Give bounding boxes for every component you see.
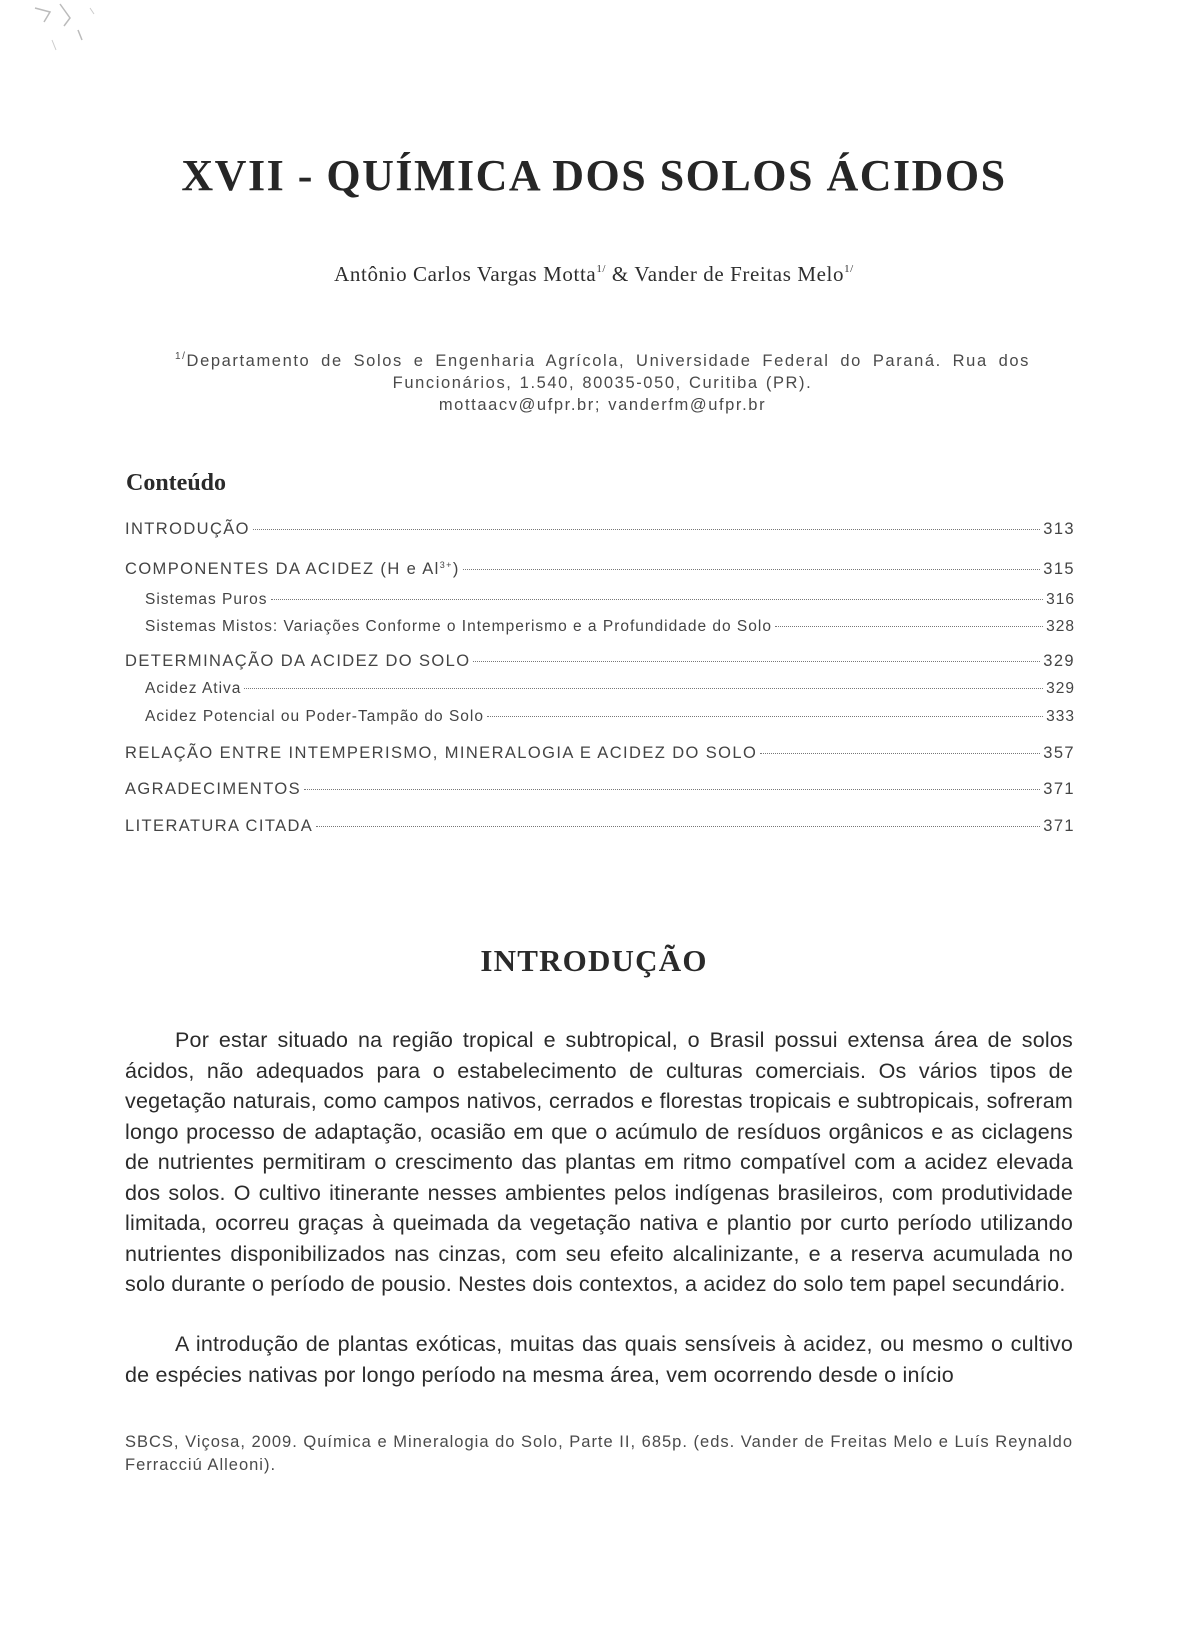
- introduction-paragraph-1: [125, 1025, 1073, 1300]
- toc-entry-sistemas-mistos[interactable]: [145, 618, 1075, 636]
- toc-entry-superscript: 3+: [439, 560, 453, 570]
- toc-entry-determinacao[interactable]: [125, 652, 1075, 671]
- toc-entry-label-end: ): [452, 560, 460, 578]
- toc-entry-label: Acidez Ativa: [145, 680, 242, 697]
- page-footer-citation: SBCS, Viçosa, 2009. Química e Mineralogia do Solo, Parte II, 685p. (eds. Vander de Freitas Melo e Luís Reynaldo Ferracciú Alleoni).: [125, 1433, 1073, 1474]
- toc-leader-dots: [304, 789, 1040, 790]
- toc-leader-dots: [463, 569, 1041, 570]
- introduction-heading: INTRODUÇÃO: [480, 943, 708, 978]
- toc-leader-dots: [775, 626, 1043, 627]
- toc-entry-page: 371: [1043, 780, 1075, 798]
- author-1-footnote-mark: 1/: [596, 263, 607, 275]
- toc-entry-page: 329: [1046, 680, 1075, 697]
- toc-entry-acidez-potencial[interactable]: [145, 708, 1075, 726]
- toc-entry-agradecimentos[interactable]: [125, 780, 1075, 799]
- toc-entry-label: Sistemas Puros: [145, 591, 268, 608]
- author-2-footnote-mark: 1/: [844, 263, 854, 275]
- toc-entry-label: Sistemas Mistos: Variações Conforme o Intemperismo e a Profundidade do Solo: [145, 618, 772, 635]
- paragraph-text: A introdução de plantas exóticas, muitas das quais sensíveis à acidez, ou mesmo o cultivo de espécies nativas por longo período na mesma área, vem ocorrendo desde o início: [125, 1332, 1073, 1387]
- affiliation-line-2: Funcionários, 1.540, 80035-050, Curitiba (PR).: [392, 374, 813, 392]
- toc-entry-introducao[interactable]: [125, 520, 1075, 539]
- toc-entry-page: 371: [1043, 817, 1075, 835]
- toc-entry-label: [125, 560, 460, 579]
- toc-entry-relacao[interactable]: [125, 744, 1075, 763]
- toc-entry-sistemas-puros[interactable]: [145, 591, 1075, 609]
- toc-entry-page: 313: [1043, 520, 1075, 538]
- chapter-authors: [0, 262, 1188, 287]
- contents-heading: Conteúdo: [126, 470, 227, 496]
- toc-entry-page: 357: [1043, 744, 1075, 762]
- toc-entry-componentes[interactable]: [125, 560, 1075, 579]
- author-1: Antônio Carlos Vargas Motta: [334, 262, 597, 286]
- toc-leader-dots: [271, 599, 1044, 600]
- chapter-title: XVII - QUÍMICA DOS SOLOS ÁCIDOS: [181, 151, 1007, 200]
- toc-entry-label: Acidez Potencial ou Poder-Tampão do Solo: [145, 708, 484, 725]
- toc-entry-page: 315: [1043, 560, 1075, 578]
- affiliation-emails: mottaacv@ufpr.br; vanderfm@ufpr.br: [438, 396, 767, 414]
- author-2: Vander de Freitas Melo: [634, 262, 845, 286]
- toc-leader-dots: [473, 661, 1040, 662]
- toc-entry-label: AGRADECIMENTOS: [125, 780, 302, 798]
- toc-entry-label: DETERMINAÇÃO DA ACIDEZ DO SOLO: [125, 652, 471, 670]
- toc-entry-label: LITERATURA CITADA: [125, 817, 314, 835]
- toc-entry-label: RELAÇÃO ENTRE INTEMPERISMO, MINERALOGIA E ACIDEZ DO SOLO: [125, 744, 758, 762]
- affiliation-line-1: [175, 346, 1030, 372]
- scan-artifact-mark: [30, 0, 140, 60]
- toc-entry-page: 328: [1046, 618, 1075, 635]
- toc-leader-dots: [487, 716, 1043, 717]
- toc-entry-label-text: COMPONENTES DA ACIDEZ (H e Al: [125, 560, 440, 578]
- authors-separator: &: [606, 262, 635, 286]
- toc-leader-dots: [316, 826, 1040, 827]
- toc-entry-page: 329: [1043, 652, 1075, 670]
- affiliation-line-1-text: Departamento de Solos e Engenharia Agrícola, Universidade Federal do Paraná. Rua dos: [186, 352, 1030, 370]
- toc-leader-dots: [244, 688, 1043, 689]
- toc-entry-label: INTRODUÇÃO: [125, 520, 250, 538]
- paragraph-text: Por estar situado na região tropical e subtropical, o Brasil possui extensa área de solos ácidos, não adequados para o estabelecimento de culturas comerciais. Os vários tipos de vegetação naturais, como campos nativos, cerrados e florestas tropicais e subtropicais, sofreram longo processo de adaptação, ocasião em que o acúmulo de resíduos orgânicos e as ciclagens de nutrientes permitiram o crescimento das plantas em ritmo compatível com a acidez elevada dos solos. O cultivo itinerante nesses ambientes pelos indígenas brasileiros, com produtividade limitada, ocorreu graças à queimada da vegetação nativa e plantio por curto período utilizando nutrientes disponibilizados nas cinzas, com seu efeito alcalinizante, e a reserva acumulada no solo durante o período de pousio. Nestes dois contextos, a acidez do solo tem papel secundário.: [125, 1028, 1073, 1296]
- affiliation: [175, 346, 1030, 416]
- toc-leader-dots: [253, 529, 1040, 530]
- toc-entry-literatura[interactable]: [125, 817, 1075, 836]
- introduction-paragraph-2: [125, 1329, 1073, 1390]
- toc-leader-dots: [760, 753, 1040, 754]
- toc-entry-page: 316: [1046, 591, 1075, 608]
- toc-entry-page: 333: [1046, 708, 1075, 725]
- affiliation-footnote-mark: 1/: [175, 351, 187, 362]
- toc-entry-acidez-ativa[interactable]: [145, 680, 1075, 698]
